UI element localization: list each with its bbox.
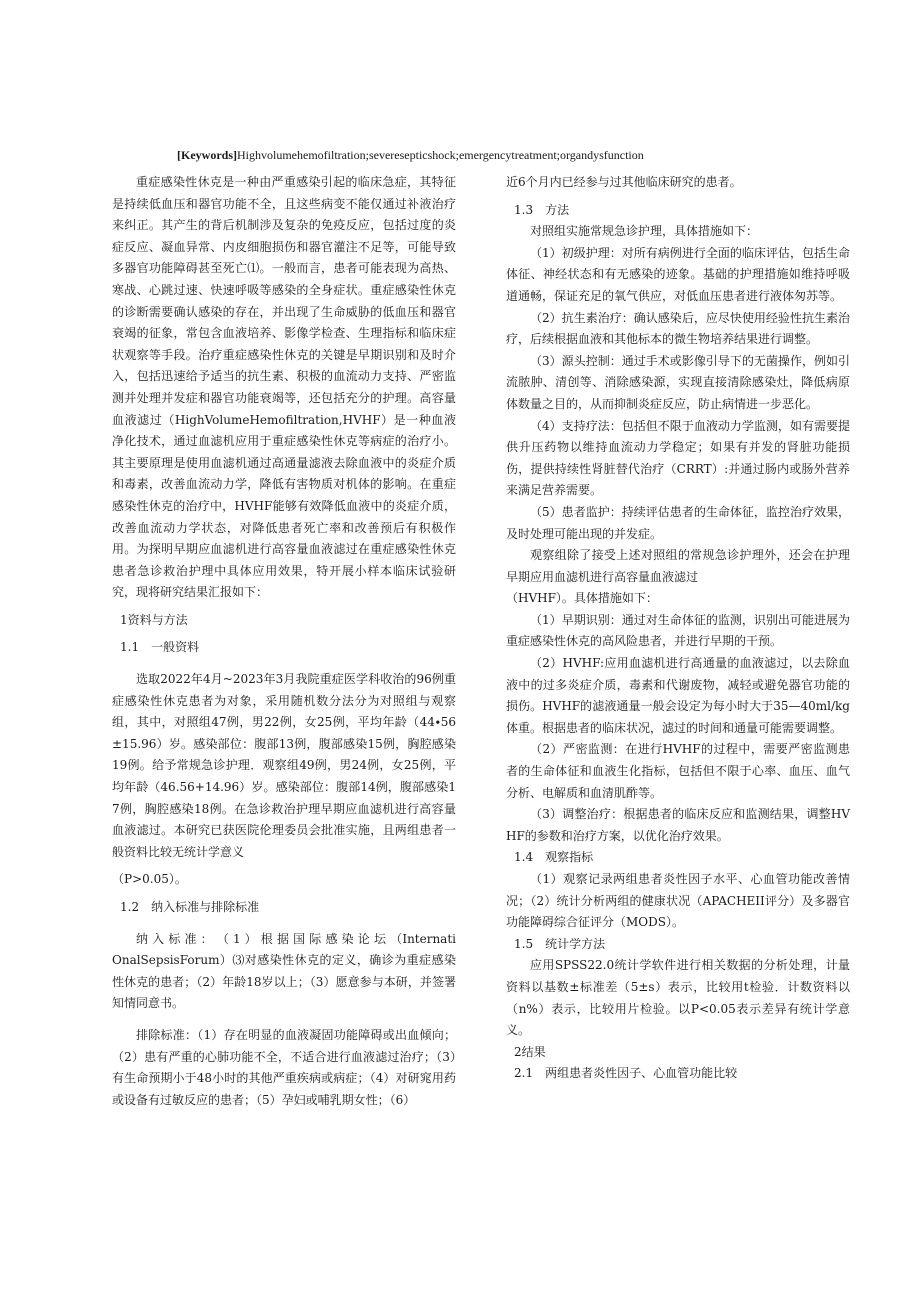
general-data-pvalue: （P>0.05）。: [112, 872, 187, 887]
observation-item-2: （2）HVHF:应用血滤机进行高通量的血液滤过，以去除血液中的过多炎症介质，毒素和代谢废物，减轻或避免器官功能的损伤。HVHF的滤液通量一般会设定为每小时大于35—40ml∕kg体重。根据患者的临床状况，滤过的时间和通量可能需要调整。: [506, 656, 850, 735]
right-column: [506, 172, 850, 1085]
control-item-3: （3）源头控制：通过手术或影像引导下的无菌操作，例如引流脓肿、清创等、消除感染源，实现直接清除感染灶，降低病原体数量之目的，从而抑制炎症反应，防止病情进一步恶化。: [506, 353, 850, 411]
left-column: [112, 172, 456, 1111]
control-item-4: （4）支持疗法：包括但不限于血液动力学监测，如有需要提供升压药物以维持血流动力学稳定；如果有并发的肾脏功能损伤，提供持续性肾脏替代治疗（CRRT）:并通过肠内或肠外营养来满足营养需要。: [506, 418, 850, 498]
control-item-2: （2）抗生素治疗：确认感染后，应尽快使用经验性抗生素治疗，后续根据血液和其他标本的微生物培养结果进行调整。: [506, 310, 850, 347]
section-1-1-heading: 1.1 一般资料: [120, 640, 200, 655]
observation-group-intro-2: （HVHF）。具体措施如下：: [506, 591, 658, 606]
keywords-label: [Keywords]: [177, 148, 237, 162]
section-1-5-heading: 1.5 统计学方法: [514, 936, 606, 951]
control-item-1: （1）初级护理：对所有病例进行全面的临床评估，包括生命体征、神经状态和有无感染的迹象。基础的护理措施如维持呼吸道通畅，保证充足的氧气供应，对低血压患者进行液体匆苏等。: [506, 245, 850, 303]
observation-item-4: （3）调整治疗：根据患者的临床反应和监测结果，调整HVHF的参数和治疗方案，以优化治疗效果。: [506, 807, 850, 843]
observation-indicators: （1）观察记录两组患者炎性因子水平、心血管功能改善情况；（2）统计分析两组的健康状况（APACHEII评分）及多器官功能障碍综合征评分（MODS）。: [506, 872, 850, 930]
exclusion-criteria: 排除标准：（1）存在明显的血液凝固功能障碍或出血倾向；（2）患有严重的心肺功能不全，不适合进行血液滤过治疗；（3）有生命预期小于48小时的其他严重疾病或病症；（4）对研窕用药或设备有过敏反应的患者；（5）孕妇或哺乳期女性；（6）: [112, 1027, 456, 1107]
section-1-3-heading: 1.3 方法: [514, 202, 570, 217]
observation-item-3: （2）严密监测：在进行HVHF的过程中，需要严密监测患者的生命体征和血液生化指标，包括但不限于心率、血压、血气分析、电解质和血清肌酢等。: [506, 742, 850, 800]
section-2-1-heading: 2.1 两组患者炎性因子、心血管功能比较: [514, 1066, 738, 1081]
observation-group-intro: 观察组除了接受上述对照组的常规急诊护理外，还会在护理早期应用血滤机进行高容量血液滤过: [506, 548, 850, 584]
intro-paragraph: 重症感染性休克是一种由严重感染引起的临床急症，其特征是持续低血压和器官功能不全，且这些病变不能仅通过补液治疗来纠正。其产生的背后机制涉及复杂的免疫反应，包括过度的炎症反应、凝血异常、内皮细胞损伤和器官灌注不足等，可能导致多器官功能障碍甚至死亡⑴。一般而言，患者可能表现为高热、寒战、心跳过速、快速呼吸等感染的全身症状。重症感染性休克的诊断需要确认感染的存在，并出现了生命威胁的低血压和器官衰竭的征象，常包含血液培养、影像学检查、生理指标和临床症状观察等手段。治疗重症感染性休克的关键是早期识别和及时介入，包括迅速给予适当的抗生素、积极的血流动力支持、严密监测并处理并发症和器官功能衰竭等，还包括充分的护理。高容量血液滤过（HighVolumeHemofiltration,HVHF）是一种血液净化技术，通过血滤机应用于重症感染性休克等病症的治疗小。其主要原理是使用血滤机通过高通量滤液去除血液中的炎症介质和毒素，改善血流动力学，降低有害物质对机体的影响。在重症感染性休克的治疗中，HVHF能够有效降低血液中的炎症介质，改善血流动力学状态，对降低患者死亡率和改善预后有积极作用。为探明早期应血滤机进行高容量血液滤过在重症感染性休克患者急诊救治护理中具体应用效果，特开展小样本临床试验研究，现将研究结果汇报如下：: [112, 175, 456, 600]
general-data-paragraph: 选取2022年4月~2023年3月我院重症医学科收治的96例重症感染性休克患者为对象，采用随机数分法分为对照组与观察组，其中，对照组47例，男22例，女25例，平均年龄（44∙56±15.96）岁。感染部位：腹部13例，腹部感染15例，胸腔感染19例。给予常规急诊护理．观察组49例，男24例，女25例，平均年龄（46.56+14.96）岁。感染部位：腹部14例，腹部感染17例，胸腔感染18例。在急诊救治护理早期应血滤机进行高容量血液滤过。本研究已获医院伦理委员会批准实施，且两组患者一般资料比较无统计学意义: [112, 672, 456, 859]
keywords-text: Highvolumehemofiltration;severesepticshock;emergencytreatment;organdysfunction: [237, 148, 644, 162]
keywords-line: [177, 146, 777, 164]
section-1-4-heading: 1.4 观察指标: [514, 850, 594, 865]
section-1-heading: 1资料与方法: [120, 612, 188, 627]
section-1-2-heading: 1.2 纳入标准与排除标准: [120, 900, 260, 914]
exclusion-continued: 近6个月内已经参与过其他临床研究的患者。: [506, 175, 742, 189]
control-group-intro: 对照组实施常规急诊护理，具体措施如下：: [530, 224, 759, 239]
statistics-paragraph: 应用SPSS22.0统计学软件进行相关数据的分析处理，计量资料以基数±标准差（5±s）表示，比较用t检验．计数资料以（n%）表示，比较用片检验。以P<0.05表示差异有统计学意义。: [506, 958, 850, 1038]
inclusion-criteria: 纳 入 标 准 ： （ 1 ） 根 据 国 际 感 染 论 坛 （InternatiOnalSepsisForum）⑶对感染性休克的定义，确诊为重症感染性休克的患者；（2）年龄18岁以上；（3）愿意参与本研，并签署知情同意书。: [112, 931, 456, 1011]
observation-item-1: （1）早期识别：通过对生命体征的监测，识别出可能进展为重症感染性休克的高风险患者，并进行早期的干预。: [506, 612, 850, 649]
control-item-5: （5）患者监护：持续评估患者的生命体征，监控治疗效果，及时处理可能出现的并发症。: [506, 504, 850, 541]
section-2-heading: 2结果: [514, 1044, 546, 1059]
